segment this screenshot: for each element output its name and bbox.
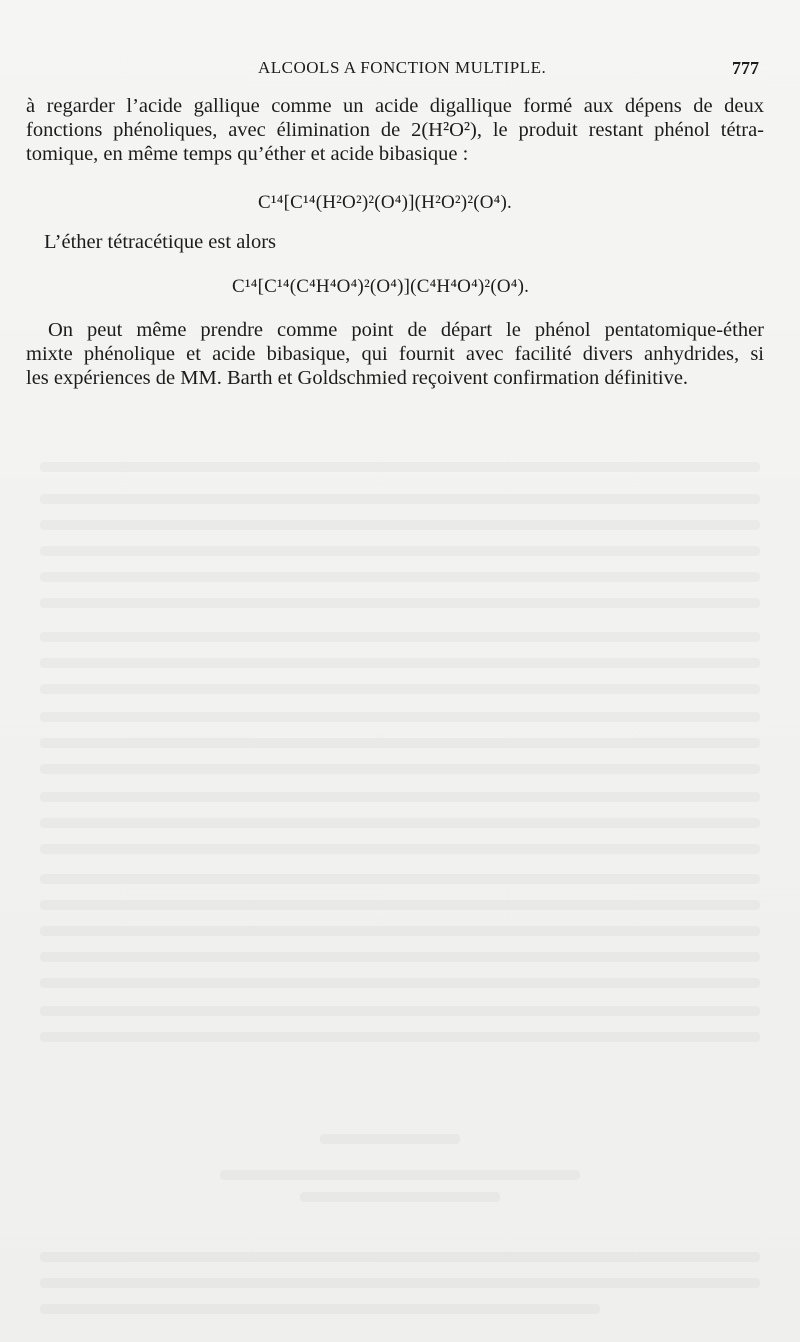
show-through-mark [40,658,760,668]
show-through-mark [40,926,760,936]
show-through-mark [40,632,760,642]
running-title: ALCOOLS A FONCTION MULTIPLE. [258,58,547,77]
show-through-mark [40,1006,760,1016]
paragraph-line: mixte phénolique et acide bibasique, qui fournit avec facilité divers anhydrides, si [26,343,764,365]
show-through-mark [40,844,760,854]
paragraph-line: L’éther tétracétique est alors [44,231,277,253]
show-through-mark [40,684,760,694]
show-through-mark [40,952,760,962]
paragraph-line: On peut même prendre comme point de départ le phénol pentatomique-éther [48,319,764,341]
paragraph-line: à regarder l’acide gallique comme un acide digallique formé aux dépens de deux [26,95,764,117]
page-number: 777 [732,58,759,78]
paragraph-line: fonctions phénoliques, avec élimination de 2(H²O²), le produit restant phénol tétra- [26,119,764,141]
show-through-mark [40,978,760,988]
paragraph-gallic-acid [26,94,764,166]
show-through-mark [40,520,760,530]
show-through-mark [40,494,760,504]
show-through-mark [40,1278,760,1288]
formula-gallic-acid: C¹⁴[C¹⁴(H²O²)²(O⁴)](H²O²)²(O⁴). [258,192,512,213]
show-through-mark [40,818,760,828]
show-through-mark [40,598,760,608]
show-through-mark [40,738,760,748]
show-through-mark [320,1134,460,1144]
paragraph-line: les expériences de MM. Barth et Goldschmied reçoivent confirmation définitive. [26,367,689,389]
show-through-mark [40,1032,760,1042]
show-through-mark [40,792,760,802]
show-through-mark [40,712,760,722]
show-through-mark [40,572,760,582]
show-through-mark [40,462,760,472]
formula-tetracetic-ether: C¹⁴[C¹⁴(C⁴H⁴O⁴)²(O⁴)](C⁴H⁴O⁴)²(O⁴). [232,276,530,297]
show-through-mark [300,1192,500,1202]
show-through-mark [40,764,760,774]
show-through-mark [40,874,760,884]
show-through-mark [40,546,760,556]
paragraph-tetracetic-ether [44,230,644,254]
paragraph-line: tomique, en même temps qu’éther et acide bibasique : [26,143,469,165]
page-header [0,58,800,82]
show-through-mark [220,1170,580,1180]
show-through-mark [40,1304,600,1314]
show-through-mark [40,1252,760,1262]
paragraph-pentatomic-phenol [26,318,764,390]
show-through-mark [40,900,760,910]
